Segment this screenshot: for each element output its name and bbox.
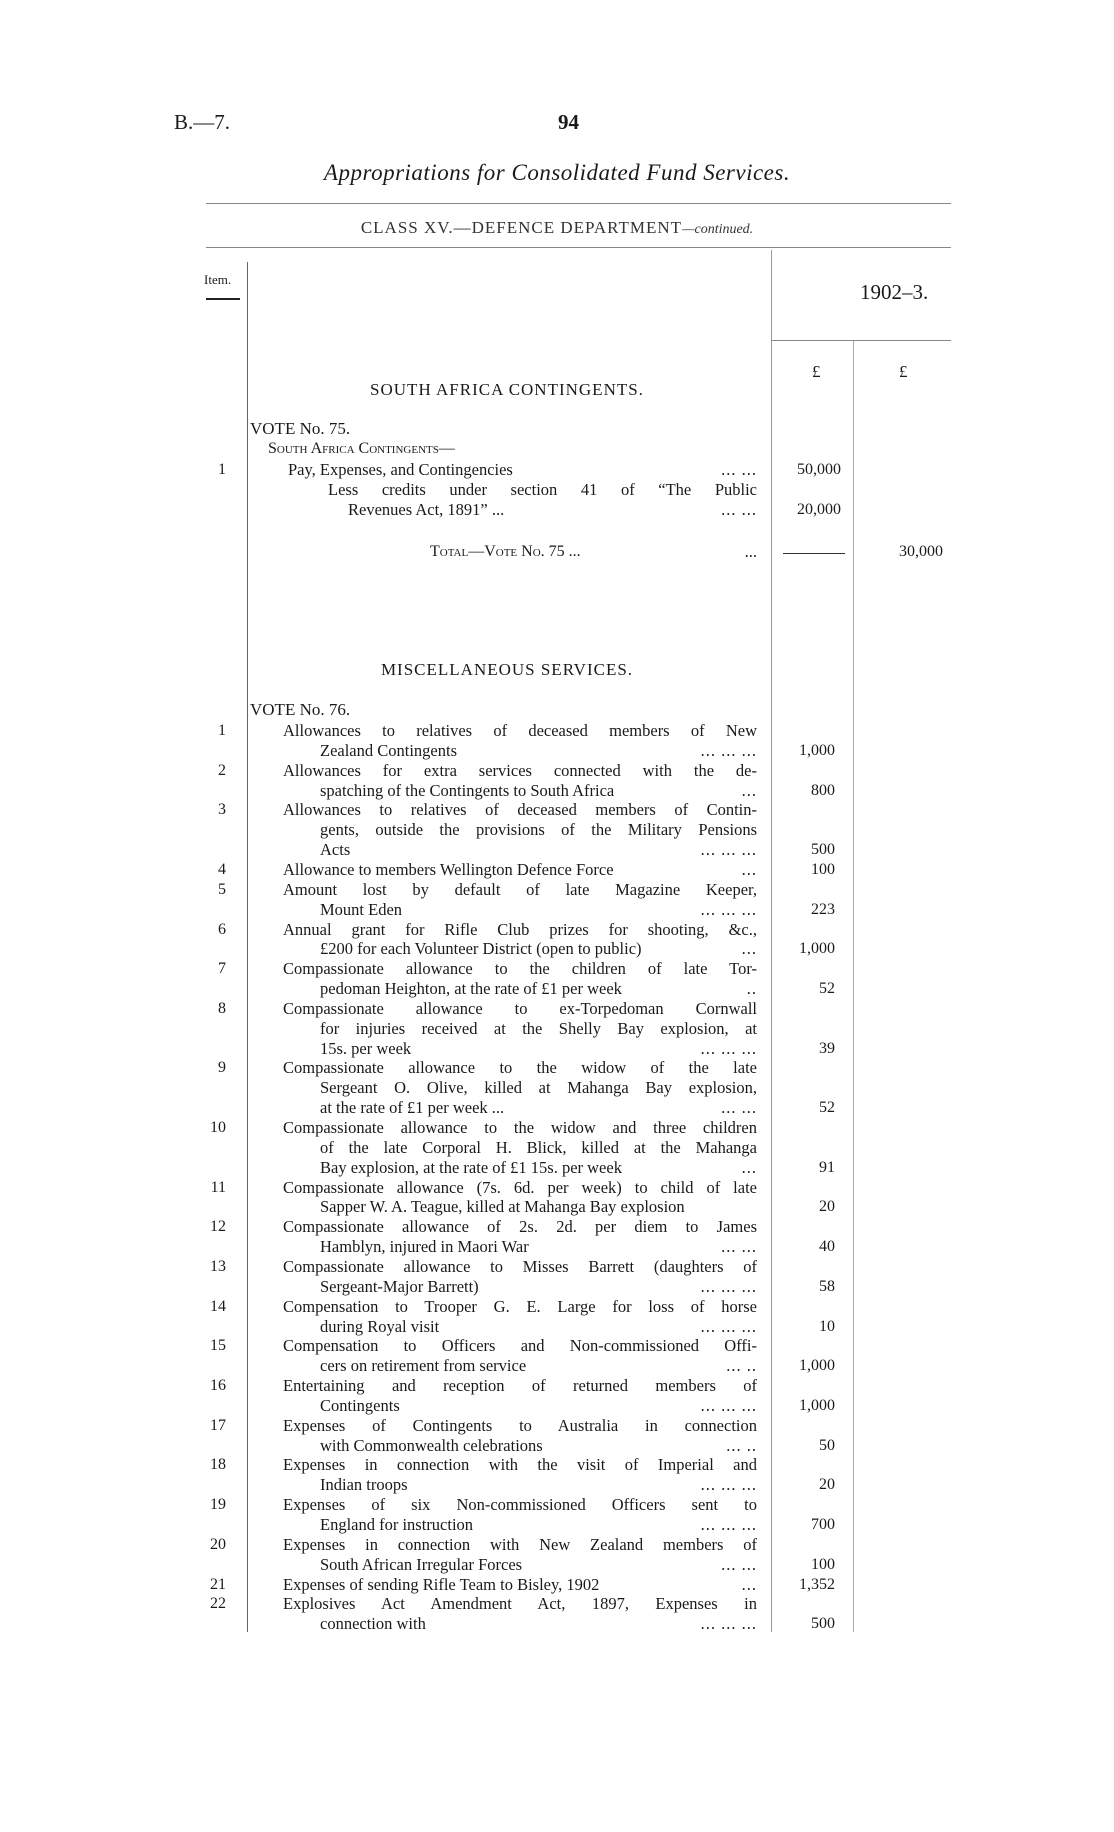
amount: 58 [819,1277,835,1295]
line-text: Sergeant-Major Barrett) [320,1276,479,1296]
dot-leader: ... ... [721,460,757,479]
item-number: 18 [210,1456,226,1474]
line-item-text [320,1396,757,1416]
dot-leader: ... ... ... [700,1316,757,1336]
line-item-text: Entertaining and reception of returned members of [283,1376,757,1396]
line-item-text: of the late Corporal H. Blick, killed at the Mahanga [320,1137,757,1157]
amount: 20 [819,1476,835,1494]
amount: 700 [811,1516,835,1533]
line-item-text: Sergeant O. Olive, killed at Mahanga Bay explosion, [320,1078,757,1098]
line-item-text [320,1158,757,1178]
line-item-text: Compassionate allowance to Misses Barrett (daughters of [283,1256,757,1276]
item-number: 6 [218,920,226,938]
item-number: 3 [218,801,226,819]
dot-leader: ... ... ... [700,1038,757,1058]
line-text: Indian troops [320,1475,408,1495]
item-number: 4 [218,860,226,878]
divider [206,203,951,204]
line-item-text [320,1436,757,1456]
amount: 1,352 [799,1575,835,1593]
line-item-text [320,1555,757,1575]
dot-leader: ... ... ... [700,840,757,860]
item-number: 22 [210,1595,226,1613]
class-heading-suffix: —continued. [682,222,754,237]
amount: 500 [811,1615,835,1633]
line-item-text: Compassionate allowance to ex-Torpedoman Cornwall [283,998,757,1018]
item-number: 12 [210,1218,226,1236]
line-text: during Royal visit [320,1316,440,1336]
amount: 20 [819,1198,835,1216]
amount: 1,000 [799,1357,835,1375]
year-header: 1902–3. [860,280,929,304]
item-number: 7 [218,960,226,978]
dot-leader: ... ... ... [700,1395,757,1415]
line-text: Zealand Contingents [320,740,458,760]
dot-leader: ... ... ... [700,740,757,760]
item-number: 19 [210,1496,226,1514]
item-number: 10 [210,1119,226,1136]
item-number: 2 [218,761,226,779]
line-text: pedoman Heighton, at the rate of £1 per week [320,979,622,999]
divider [206,247,951,248]
line-item-text [320,1039,757,1059]
line-item-text [320,840,757,860]
line-item-text: Compassionate allowance of 2s. 2d. per diem to James [283,1217,757,1237]
line-item-text: Compassionate allowance (7s. 6d. per week) to child of late [283,1177,757,1197]
line-item-text: Allowances for extra services connected with the de- [283,760,757,780]
line-text: Pay, Expenses, and Contingencies [288,460,513,479]
line-text: spatching of the Contingents to South Africa [320,780,615,800]
class-heading-main: CLASS XV.—DEFENCE DEPARTMENT [360,218,683,237]
amount: 223 [811,900,835,918]
line-text: Contingents [320,1395,400,1415]
line-text: 15s. per week [320,1038,412,1058]
amount: 1,000 [799,741,835,759]
line-item-text [320,781,757,801]
line-text: Bay explosion, at the rate of £1 15s. per week [320,1157,622,1177]
line-item-text [320,1614,757,1634]
item-number: 20 [210,1535,226,1553]
subtotal-rule [783,553,845,554]
line-item-text [283,1575,757,1595]
dot-leader: ... ... ... [700,1515,757,1534]
dot-leader: ... ... [721,1237,757,1257]
line-item-text: Compassionate allowance to the widow and three children [283,1118,757,1137]
dot-leader: ... [744,542,757,561]
amount: 20,000 [797,501,841,518]
total-amount: 30,000 [899,543,943,560]
line-item-text [320,1475,757,1495]
line-item-text [320,1098,757,1118]
amount: 40 [819,1238,835,1256]
vote-75-heading: VOTE No. 75. [250,419,351,438]
item-number: 13 [210,1257,226,1275]
item-number: 14 [210,1297,226,1315]
line-text: cers on retirement from service [320,1356,527,1376]
line-text: Allowance to members Wellington Defence Force [283,859,614,879]
line-text: South African Irregular Forces [320,1554,523,1574]
dot-leader: ... ... ... [700,1614,757,1634]
line-item-text: Expenses of six Non-commissioned Officers sent to [283,1495,757,1515]
line-item-text: Compensation to Trooper G. E. Large for loss of horse [283,1296,757,1316]
dot-leader: ... .. [726,1435,757,1455]
line-item-text: Expenses in connection with the visit of Imperial and [283,1455,757,1475]
line-item-text: Expenses of Contingents to Australia in connection [283,1415,757,1435]
dot-leader: ... ... ... [700,899,757,919]
line-item-text: for injuries received at the Shelly Bay explosion, at [320,1018,757,1038]
column-divider-item [247,262,248,1632]
dot-leader: ... ... [721,1098,757,1118]
line-text: Sapper W. A. Teague, killed at Mahanga Bay explosion [320,1197,685,1217]
line-item-text [320,1356,757,1376]
line-item-text: Expenses in connection with New Zealand members of [283,1534,757,1554]
year-underline [771,340,951,341]
item-number: 11 [210,1178,226,1196]
amount: 100 [811,860,835,878]
amount: 91 [819,1158,835,1176]
line-item-text: Less credits under section 41 of “The Public [328,480,757,499]
dot-leader: ... ... ... [700,1475,757,1495]
line-item-text [320,1197,757,1217]
line-item-text [320,1277,757,1297]
amount: 39 [819,1039,835,1057]
item-number: 15 [210,1337,226,1355]
item-number: 5 [218,880,226,898]
dot-leader: .. [746,979,757,999]
line-item-text [320,979,757,999]
section-title-south-africa: SOUTH AFRICA CONTINGENTS. [370,380,644,399]
line-text: connection with [320,1614,426,1634]
column-divider-amount [853,340,854,1632]
line-item-text: Compensation to Officers and Non-commissioned Offi- [283,1336,757,1356]
amount: 52 [819,980,835,998]
item-number: 1 [218,722,226,739]
dot-leader: ... [741,1574,757,1594]
item-number: 16 [210,1377,226,1395]
line-text: Hamblyn, injured in Maori War [320,1237,529,1257]
item-number: 21 [210,1575,226,1593]
page-title: Appropriations for Consolidated Fund Services. [323,160,791,185]
line-text: England for instruction [320,1515,474,1534]
item-number: 17 [210,1416,226,1434]
vote-76-heading: VOTE No. 76. [250,700,351,719]
amount: 10 [819,1317,835,1335]
line-item-text: Compassionate allowance to the widow of the late [283,1058,757,1078]
dot-leader: ... ... [721,1554,757,1574]
page-number: 94 [558,110,579,134]
line-text: with Commonwealth celebrations [320,1435,543,1455]
line-item-text [288,460,757,480]
class-heading [0,218,1114,238]
line-item-text: Allowances to relatives of deceased members of New [283,721,757,740]
dot-leader: ... .. [726,1356,757,1376]
line-item-text [320,1515,757,1535]
line-text: at the rate of £1 per week ... [320,1098,505,1118]
total-row [430,542,757,562]
item-number: 9 [218,1059,226,1077]
amount: 800 [811,781,835,799]
line-item-text: Explosives Act Amendment Act, 1897, Expenses in [283,1594,757,1614]
line-item-text [320,900,757,920]
amount: 1,000 [799,1396,835,1414]
item-number: 1 [218,461,226,478]
line-text: Acts [320,840,351,860]
currency-header-2: £ [899,362,908,381]
dot-leader: ... [741,780,757,800]
item-number: 8 [218,999,226,1017]
line-text: £200 for each Volunteer District (open to public) [320,939,642,959]
dot-leader: ... [741,1157,757,1177]
line-item-text: Allowances to relatives of deceased members of Contin- [283,800,757,820]
dot-leader: ... [741,939,757,959]
line-item-text [320,1237,757,1257]
line-item-text: Annual grant for Rifle Club prizes for shooting, &c., [283,919,757,939]
currency-header-1: £ [812,362,821,381]
amount: 500 [811,841,835,859]
dot-leader: ... [741,859,757,879]
line-item-text: gents, outside the provisions of the Military Pensions [320,820,757,840]
vote-75-subhead: South Africa Contingents— [268,440,455,457]
item-header-rule [206,298,240,300]
line-item-text [348,500,757,520]
line-text: Revenues Act, 1891” ... [348,500,505,519]
amount: 50,000 [797,461,841,478]
line-item-text [320,939,757,959]
amount: 100 [811,1555,835,1573]
section-title-miscellaneous: MISCELLANEOUS SERVICES. [380,660,634,679]
line-item-text [320,1317,757,1337]
line-item-text: Amount lost by default of late Magazine Keeper, [283,879,757,899]
dot-leader: ... ... [721,500,757,519]
line-text: Expenses of sending Rifle Team to Bisley, 1902 [283,1574,600,1594]
item-column-header: Item. [204,272,232,287]
line-item-text [320,741,757,761]
amount: 50 [819,1436,835,1454]
amount: 1,000 [799,940,835,958]
total-label: Total—Vote No. 75 ... [430,543,581,560]
document-reference: B.—7. [174,110,231,134]
line-text: Mount Eden [320,899,403,919]
dot-leader: ... ... ... [700,1276,757,1296]
amount: 52 [819,1099,835,1117]
line-item-text [283,860,757,880]
line-item-text: Compassionate allowance to the children of late Tor- [283,959,757,979]
